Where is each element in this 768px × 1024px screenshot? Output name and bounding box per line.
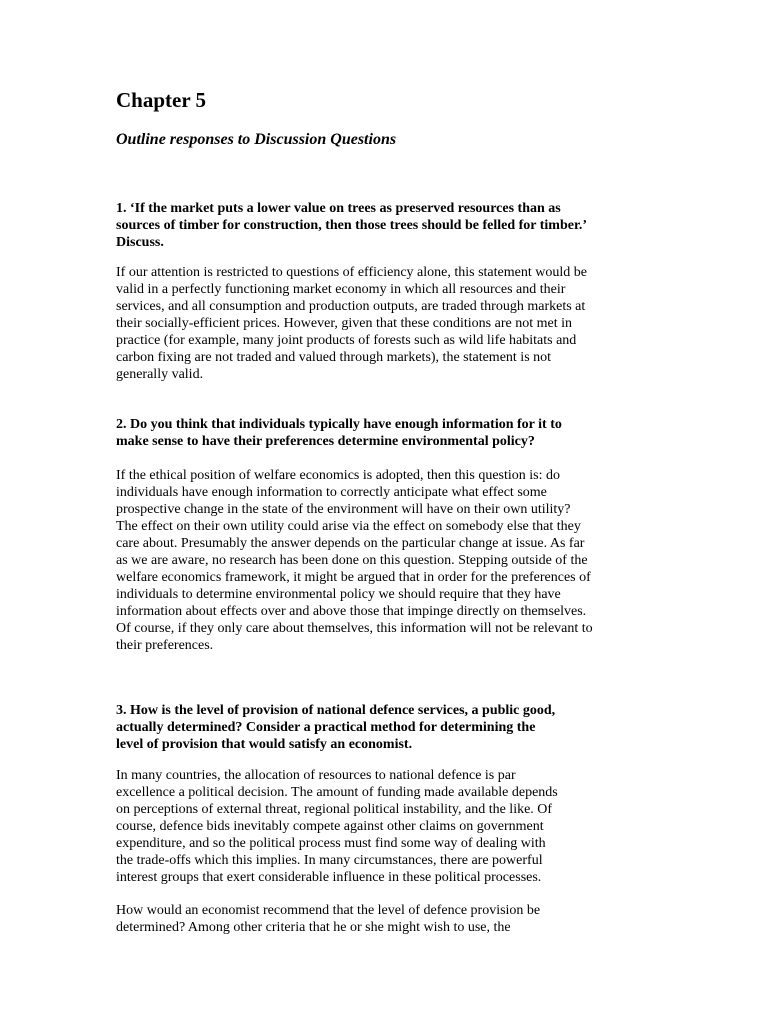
answer-2-line: individuals have enough information to correctly anticipate what effect some [116,485,547,500]
answer-1-line: carbon fixing are not traded and valued through markets), the statement is not [116,350,552,365]
answer-2-line: information about effects over and above those that impinge directly on themselves. [116,604,587,619]
answer-3-continued-line: determined? Among other criteria that he or she might wish to use, the [116,920,511,935]
question-3-line: level of provision that would satisfy an economist. [116,737,413,752]
question-1-line: Discuss. [116,235,164,250]
answer-3-line: expenditure, and so the political process must find some way of dealing with [116,836,546,851]
chapter-title: Chapter 5 [116,88,207,112]
answer-2-line: care about. Presumably the answer depends on the particular change at issue. As far [116,536,585,551]
answer-1-line: If our attention is restricted to questions of efficiency alone, this statement would be [116,265,587,280]
answer-1-line: their socially-efficient prices. However, given that these conditions are not met in [116,316,572,331]
answer-3-line: excellence a political decision. The amount of funding made available depends [116,785,558,800]
answer-1-line: services, and all consumption and production outputs, are traded through markets at [116,299,586,314]
answer-1-line: generally valid. [116,367,204,382]
answer-2-line: If the ethical position of welfare economics is adopted, then this question is: do [116,468,561,483]
answer-2-line: as we are aware, no research has been done on this question. Stepping outside of the [116,553,588,568]
answer-2-line: individuals to determine environmental policy we should require that they have [116,587,561,602]
answer-2-line: welfare economics framework, it might be argued that in order for the preferences of [116,570,591,585]
answer-2-line: Of course, if they only care about themselves, this information will not be relevant to [116,621,593,636]
question-2-line: make sense to have their preferences determine environmental policy? [116,434,535,449]
answer-3-line: In many countries, the allocation of resources to national defence is par [116,768,516,783]
answer-3 [116,767,646,886]
answer-3-line: on perceptions of external threat, regional political instability, and the like. Of [116,802,553,817]
answer-3-continued-line: How would an economist recommend that the level of defence provision be [116,903,541,918]
question-1-line: 1. ‘If the market puts a lower value on trees as preserved resources than as [116,201,561,216]
answer-2 [116,467,646,654]
question-1-line: sources of timber for construction, then those trees should be felled for timber.’ [116,218,588,233]
answer-3-line: course, defence bids inevitably compete against other claims on government [116,819,544,834]
answer-2-line: their preferences. [116,638,214,653]
answer-1-line: valid in a perfectly functioning market economy in which all resources and their [116,282,566,297]
question-2 [116,416,646,450]
question-3 [116,702,646,753]
answer-1-line: practice (for example, many joint products of forests such as wild life habitats and [116,333,577,348]
question-1 [116,200,646,251]
answer-2-line: The effect on their own utility could arise via the effect on somebody else that they [116,519,581,534]
answer-1 [116,264,646,383]
answer-3-continued [116,902,646,936]
answer-3-line: the trade-offs which this implies. In many circumstances, there are powerful [116,853,543,868]
document-page [116,86,646,935]
question-3-line: actually determined? Consider a practical method for determining the [116,720,536,735]
answer-3-line: interest groups that exert considerable influence in these political processes. [116,870,542,885]
question-3-line: 3. How is the level of provision of national defence services, a public good, [116,703,556,718]
answer-2-line: prospective change in the state of the environment will have on their own utility? [116,502,571,517]
document-subtitle: Outline responses to Discussion Questions [116,131,397,148]
question-2-line: 2. Do you think that individuals typically have enough information for it to [116,417,562,432]
